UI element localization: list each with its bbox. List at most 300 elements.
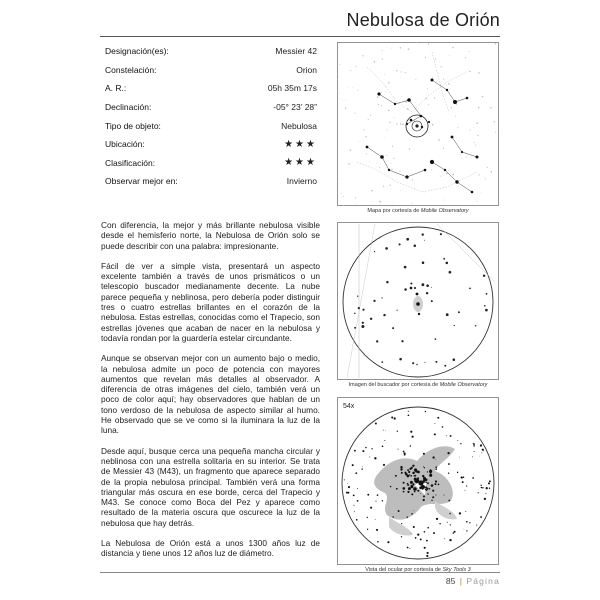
star-dot [447, 522, 448, 523]
star-dot [387, 129, 388, 130]
star-dot [419, 126, 420, 127]
star-dot [489, 480, 491, 482]
spec-row-object-type [105, 116, 317, 135]
star-dot [425, 482, 427, 484]
star-dot [486, 487, 488, 489]
spec-label: Declinación: [105, 102, 152, 113]
star-dot [489, 487, 490, 488]
star-dot [399, 358, 402, 361]
eyepiece-view-image [337, 397, 499, 565]
star-dot [407, 469, 409, 471]
star-dot [343, 196, 344, 197]
star-dot [356, 204, 357, 205]
star-dot [414, 491, 416, 493]
star-dot [358, 307, 360, 309]
star-dot [378, 104, 379, 105]
star-dot [426, 555, 428, 557]
star-map-image [337, 42, 499, 206]
star-dot [383, 464, 385, 466]
star-dot [438, 139, 440, 141]
star-dot [466, 485, 467, 486]
star-dot [401, 96, 402, 97]
star-dot [339, 92, 340, 93]
star-dot [396, 123, 397, 124]
star-dot [480, 516, 482, 518]
star-dot [354, 327, 356, 329]
star-dot [352, 87, 353, 88]
star-rating: ★★★ [284, 157, 317, 169]
star-dot [424, 531, 426, 533]
star-dot [465, 490, 466, 491]
star-dot [389, 184, 390, 185]
star-dot [404, 288, 407, 291]
star-dot [429, 488, 431, 490]
star-dot [410, 287, 413, 290]
star-dot [426, 284, 429, 287]
spec-label: Clasificación: [105, 157, 156, 168]
star-dot [433, 532, 435, 534]
star-dot [392, 327, 394, 329]
star-dot [414, 245, 417, 248]
star-dot [483, 451, 484, 452]
star-dot [423, 453, 425, 455]
star-dot [410, 481, 413, 484]
spec-value: Invierno [286, 176, 317, 187]
star-dot [385, 430, 386, 431]
paragraph: Desde aquí, busque cerca una pequeña mancha circular y neblinosa con una estrella solitaria en su interior. Se trata de Messier 43 (M43), un fragmento que aparece separado de la propia nebulosa principal. También verá una forma triangular más oscura en ese borde, cerca del Trapecio y M43. Se conoce como Boca del Pez y aparece como resultado de la materia oscura que oscurece la luz de la nebulosa que hay detrás. [101, 445, 320, 528]
star-dot [454, 325, 455, 326]
star-dot [398, 510, 400, 512]
star-dot [407, 547, 409, 549]
star-dot [495, 43, 496, 44]
star-dot [385, 247, 388, 250]
star-dot [370, 115, 371, 116]
star-dot [424, 467, 425, 468]
star-dot [411, 513, 413, 515]
star-dot [403, 491, 405, 493]
star-dot [414, 468, 417, 471]
star-dot [462, 481, 464, 483]
star-dot [356, 66, 357, 67]
star-dot [449, 271, 452, 274]
star-dot [387, 541, 389, 543]
star-dot [377, 494, 379, 496]
star-dot [405, 473, 408, 476]
star-dot [400, 123, 402, 125]
star-dot [374, 457, 376, 459]
star-dot [410, 445, 411, 446]
star-dot [422, 261, 425, 264]
star-dot [375, 519, 376, 520]
star-dot [362, 309, 364, 311]
star-dot [434, 433, 436, 435]
article-body [101, 220, 320, 569]
star-dot [431, 484, 434, 487]
star-dot [391, 169, 392, 170]
spec-value: Orion [296, 64, 317, 75]
star-dot [399, 243, 401, 245]
star-dot [412, 436, 414, 438]
star-dot [436, 468, 438, 470]
footer-divider [100, 572, 500, 573]
paragraph: Con diferencia, la mejor y más brillante nebulosa visible desde el hemisferio norte, la Nebulosa de Orión solo se puede describir con una palabra: impresionante. [101, 220, 320, 251]
star-dot [408, 484, 409, 485]
star-dot [381, 92, 382, 93]
star-dot [435, 466, 437, 468]
star-dot [484, 305, 486, 307]
star-dot [434, 483, 436, 485]
star-dot [472, 456, 473, 457]
star-dot [375, 501, 376, 502]
star-dot [483, 275, 485, 277]
spec-label: Ubicación: [105, 139, 145, 150]
star-dot [459, 512, 461, 514]
star-dot [345, 108, 346, 109]
star-dot [424, 240, 425, 241]
star-dot [362, 466, 363, 467]
star-dot [484, 177, 485, 178]
star-dot [411, 493, 413, 495]
star-dot [432, 456, 434, 458]
star-dot [412, 362, 414, 364]
star-dot [354, 313, 355, 314]
star-dot [382, 58, 383, 59]
star-dot [347, 492, 349, 494]
star-dot [412, 465, 414, 467]
star-dot [417, 533, 419, 535]
star-dot [448, 463, 450, 465]
star-dot [350, 70, 351, 71]
star-dot [353, 494, 355, 496]
star-dot [480, 444, 482, 446]
star-dot [407, 483, 409, 485]
finder-view-figure [337, 222, 499, 388]
star-dot [437, 417, 439, 419]
star-dot [473, 443, 474, 444]
star-dot [389, 122, 390, 123]
star-dot [442, 426, 444, 428]
star-dot [431, 300, 433, 302]
star-dot [425, 411, 426, 412]
spec-row-constellation [105, 61, 317, 80]
star-dot [413, 475, 415, 477]
star-dot [485, 493, 486, 494]
star-dot [469, 71, 470, 72]
star-dot [369, 162, 370, 163]
star-dot [423, 499, 425, 501]
star-dot [401, 71, 402, 72]
star-dot [432, 124, 434, 126]
star-dot [411, 533, 412, 534]
star-dot [472, 152, 473, 153]
star-dot [374, 61, 376, 63]
star-dot [381, 105, 382, 106]
star-dot [403, 451, 405, 453]
star-dot [432, 496, 434, 498]
star-dot [446, 313, 449, 316]
star-dot [390, 486, 392, 488]
star-dot [460, 443, 461, 444]
star-dot [384, 74, 385, 75]
star-dot [469, 522, 470, 523]
star-dot [478, 174, 479, 175]
star-dot [494, 121, 495, 122]
star-dot [422, 475, 424, 477]
star-dot [495, 132, 496, 133]
star-dot [410, 475, 412, 477]
star-dot [448, 83, 449, 84]
star-dot [429, 50, 430, 51]
star-dot [375, 423, 377, 425]
star-dot [453, 532, 455, 534]
star-dot [371, 201, 372, 202]
star-dot [412, 179, 413, 180]
star-dot [420, 493, 421, 494]
star-dot [475, 325, 477, 327]
star-dot [465, 511, 466, 512]
star-dot [340, 64, 341, 65]
star-dot [427, 493, 429, 495]
star-dot [409, 468, 411, 470]
star-dot [451, 107, 452, 108]
caption-text: Imagen del buscador por cortesía de [348, 382, 440, 388]
caption-source: Sky Tools 3 [442, 567, 471, 573]
star-dot [373, 300, 375, 302]
star-dot [423, 495, 425, 497]
star-dot [427, 527, 429, 529]
star-dot [441, 66, 442, 67]
star-dot [380, 202, 381, 203]
star-dot [400, 468, 402, 470]
star-dot [458, 311, 460, 313]
star-dot [379, 167, 380, 168]
star-dot [366, 153, 367, 154]
page-number: 85 [445, 576, 456, 586]
paragraph: Aunque se observan mejor con un aumento bajo o medio, la nebulosa admite un poco de potencia con mayores aumentos que revelan más detalles al observador. A diferencia de otras imágenes del cielo, también verá un poco de color aquí; hay observadores que hablan de un tono verdoso de la nebulosa de aspecto similar al humo. He observado que se ve como si la iluminara la luz de la luna. [101, 353, 320, 436]
star-dot [422, 283, 425, 286]
spec-label: Tipo de objeto: [105, 120, 161, 131]
star-dot [428, 104, 429, 105]
star-dot [478, 107, 479, 108]
footer-separator: | [459, 576, 462, 586]
star-dot [477, 135, 478, 136]
star-dot [341, 178, 342, 179]
star-dot [490, 107, 491, 108]
star-dot [392, 203, 393, 204]
star-dot [412, 472, 415, 475]
eyepiece-view-figure [337, 397, 499, 573]
star-dot [434, 97, 435, 98]
star-dot [363, 129, 364, 130]
star-dot [447, 452, 449, 454]
star-dot [457, 127, 458, 128]
spec-label: Constelación: [105, 64, 157, 75]
star-dot [367, 529, 368, 530]
star-dot [388, 110, 390, 112]
star-dot [374, 251, 375, 252]
star-dot [420, 538, 422, 540]
star-dot [424, 192, 425, 193]
star-dot [407, 516, 409, 518]
star-dot [361, 468, 362, 469]
star-dot [427, 471, 428, 472]
star-dot [401, 340, 403, 342]
star-dot [426, 488, 428, 490]
star-dot [355, 197, 356, 198]
star-dot [347, 483, 348, 484]
star-dot [368, 119, 369, 120]
star-dot [352, 464, 354, 466]
star-dot [350, 149, 352, 151]
star-dot [466, 530, 467, 531]
star-dot [400, 466, 402, 468]
star-dot [446, 173, 448, 175]
caption-source: Mobile Observatory [439, 382, 488, 388]
paragraph: La Nebulosa de Orión está a unos 1300 años luz de distancia y tiene unos 12 años luz de diámetro. [101, 538, 320, 559]
star-dot [450, 524, 451, 525]
star-dot [427, 88, 428, 89]
star-dot [428, 44, 429, 45]
star-dot [448, 473, 449, 474]
star-dot [415, 537, 417, 539]
star-dot [376, 340, 378, 342]
star-dot [449, 539, 451, 541]
star-dot [410, 282, 412, 284]
star-dot [406, 101, 408, 103]
star-dot [491, 171, 493, 173]
star-dot [409, 548, 410, 549]
star-dot [458, 186, 459, 187]
star-dot [402, 487, 405, 490]
star-dot [408, 487, 411, 490]
star-dot [370, 507, 372, 509]
star-map-figure [337, 42, 499, 214]
title-divider [100, 36, 500, 37]
star-dot [459, 101, 460, 102]
star-dot [485, 179, 486, 180]
star-dot [402, 124, 403, 125]
star-dot [408, 471, 410, 473]
star-dot [482, 487, 484, 489]
star-dot [383, 430, 384, 431]
magnification-label: 54x [343, 403, 355, 410]
star-dot [396, 488, 398, 490]
star-dot [361, 325, 364, 328]
star-dot [478, 492, 479, 493]
star-dot [383, 186, 384, 187]
star-dot [407, 108, 409, 110]
star-dot [386, 91, 387, 92]
star-dot [391, 163, 392, 164]
star-dot [412, 203, 413, 204]
star-dot [431, 287, 432, 288]
star-dot [346, 100, 347, 101]
star-dot [384, 137, 385, 138]
star-dot [400, 171, 401, 172]
star-dot [405, 72, 406, 73]
star-dot [396, 70, 397, 71]
star-dot [408, 414, 410, 416]
star-dot [435, 361, 437, 363]
spec-label: Designación(es): [105, 46, 169, 57]
star-dot [381, 361, 383, 363]
star-dot [371, 190, 373, 192]
star-dot [440, 176, 441, 177]
star-dot [386, 155, 387, 156]
star-dot [450, 435, 452, 437]
star-dot [404, 454, 406, 456]
star-dot [476, 201, 477, 202]
star-dot [355, 472, 357, 474]
star-dot [474, 451, 475, 452]
star-dot [391, 48, 392, 49]
star-dot [396, 310, 397, 311]
star-dot [400, 77, 401, 78]
star-dot [426, 292, 428, 294]
star-dot [377, 96, 378, 97]
star-dot [344, 479, 345, 480]
star-dot [475, 145, 476, 146]
star-dot [434, 423, 435, 424]
spec-row-classification [105, 154, 317, 173]
object-specs [105, 42, 317, 191]
star-dot [362, 322, 364, 324]
star-dot [413, 526, 415, 528]
star-dot [398, 449, 399, 450]
star-dot [476, 525, 477, 526]
star-dot [444, 365, 446, 367]
star-dot [410, 431, 412, 433]
star-dot [448, 500, 450, 502]
star-dot [426, 540, 428, 542]
star-dot [439, 523, 440, 524]
spec-value: 05h 35m 17s [267, 83, 317, 94]
star-dot [463, 476, 465, 478]
star-dot [455, 116, 456, 117]
star-dot [473, 445, 475, 447]
star-dot [438, 484, 440, 486]
star-dot [431, 500, 432, 501]
star-dot [446, 435, 447, 436]
star-dot [416, 364, 417, 365]
star-dot [426, 490, 427, 491]
figure-caption [337, 382, 499, 388]
spec-value: Nebulosa [281, 120, 317, 131]
star-dot [382, 445, 384, 447]
star-dot [435, 338, 437, 340]
star-dot [401, 523, 402, 524]
figure-caption [337, 208, 499, 214]
caption-text: Vista del ocular por cortesía de [365, 567, 443, 573]
star-dot [466, 521, 468, 523]
star-dot [443, 79, 444, 80]
star-dot [365, 447, 366, 448]
star-dot [392, 146, 393, 147]
star-dot [444, 495, 445, 496]
spec-row-designation [105, 42, 317, 61]
star-dot [466, 156, 467, 157]
star-dot [435, 494, 436, 495]
star-dot [348, 87, 349, 88]
star-dot [388, 82, 390, 84]
star-dot [429, 474, 432, 477]
star-dot [404, 266, 407, 269]
star-dot [484, 498, 486, 500]
star-dot [358, 141, 359, 142]
star-dot [367, 517, 368, 518]
star-dot [379, 201, 381, 203]
star-dot [357, 296, 358, 297]
